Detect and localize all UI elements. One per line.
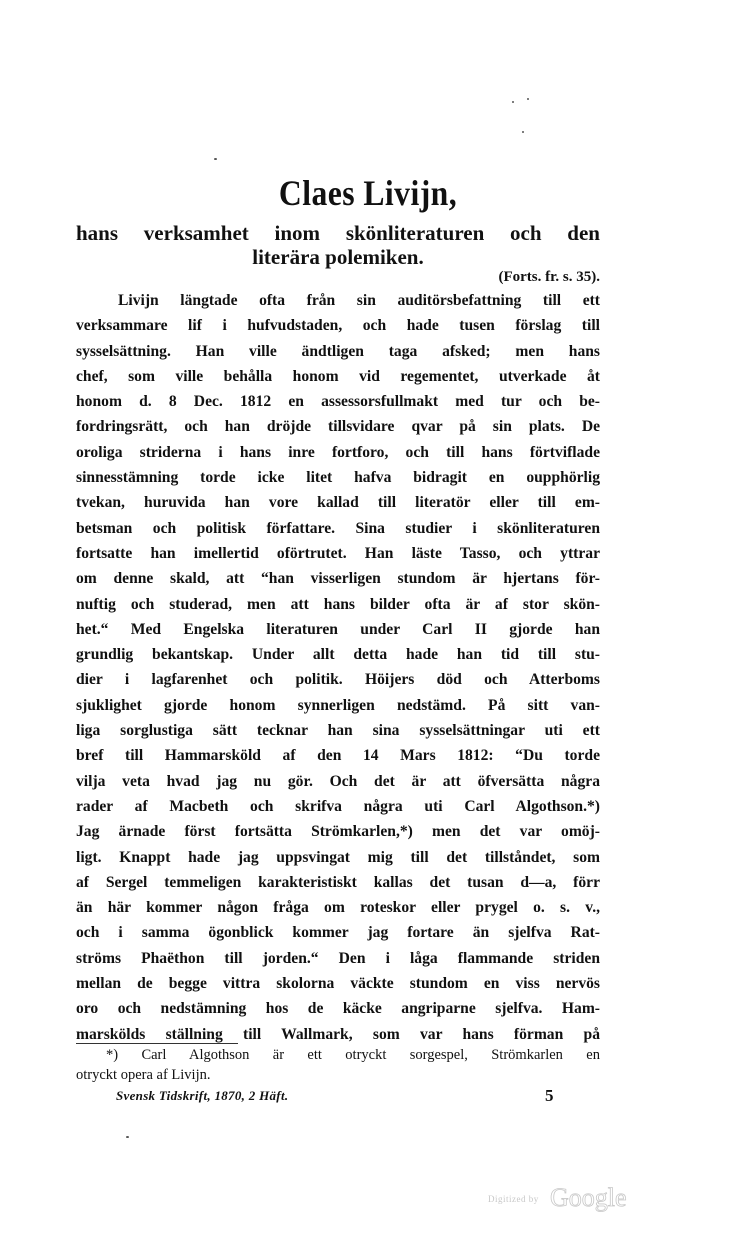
svg-text:Google: Google — [550, 1183, 627, 1212]
body-line: vilja veta hvad jag nu gör. Och det är att öfversätta några — [76, 772, 600, 790]
body-line: honom d. 8 Dec. 1812 en assessorsfullmakt med tur och be- — [76, 393, 600, 411]
body-line: af Sergel temmeligen karakteristiskt kallas det tusan d—a, förr — [76, 873, 600, 891]
body-line: chef, som ville behålla honom vid regementet, utverkade åt — [76, 367, 600, 385]
svg-text:Digitized by: Digitized by — [488, 1194, 539, 1204]
footnote-line-2: otryckt opera af Livijn. — [76, 1066, 211, 1083]
body-line: betsman och politisk författare. Sina studier i skönliteraturen — [76, 519, 600, 537]
body-line: än här kommer någon fråga om roteskor eller prygel o. s. v., — [76, 899, 600, 917]
body-line: Livijn längtade ofta från sin auditörsbefattning till ett — [118, 292, 600, 309]
body-line: fortsatte han imellertid oförtrutet. Han läste Tasso, och yttrar — [76, 544, 600, 562]
footnote — [76, 1046, 600, 1085]
scan-speck — [214, 158, 217, 160]
body-line: marskölds ställning till Wallmark, som var hans förman på — [76, 1025, 600, 1043]
body-line: verksammare lif i hufvudstaden, och hade tusen förslag till — [76, 317, 600, 335]
body-line: dier i lagfarenhet och politik. Höijers död och Atterboms — [76, 671, 600, 689]
body-line: het.“ Med Engelska literaturen under Carl II gjorde han — [76, 620, 600, 638]
footnote-line-1: *) Carl Algothson är ett otryckt sorgespel, Strömkarlen en — [106, 1047, 600, 1063]
journal-signature: Svensk Tidskrift, 1870, 2 Häft. — [116, 1088, 289, 1103]
body-line: och i samma ögonblick kommer jag fortare än sjelfva Rat- — [76, 924, 600, 942]
continued-note: (Forts. fr. s. 35). — [498, 269, 600, 285]
body-line: nuftig och studerad, men att hans bilder ofta är af stor skön- — [76, 595, 600, 613]
body-line: ströms Phaëthon till jorden.“ Den i låga flammande striden — [76, 949, 600, 967]
body-line: oro och nedstämning hos de käcke angriparne sjelfva. Ham- — [76, 1000, 600, 1018]
body-line: Jag ärnade först fortsätta Strömkarlen,*) men det var omöj- — [76, 823, 600, 841]
scan-speck — [522, 131, 524, 133]
body-line: sinnesstämning torde icke litet hafva bidragit en oupphörlig — [76, 469, 600, 487]
scan-speck — [512, 101, 514, 103]
body-line: grundlig bekantskap. Under allt detta hade han tid till stu- — [76, 646, 600, 664]
body-line: mellan de begge vittra skolorna väckte stundom en viss nervös — [76, 975, 600, 993]
article-subtitle-line-1: hans verksamhet inom skönliteraturen och den — [76, 221, 600, 245]
body-text — [76, 288, 600, 1047]
body-line: tvekan, huruvida han vore kallad till literatör eller till em- — [76, 494, 600, 512]
body-line: sysselsättning. Han ville ändtligen taga afsked; men hans — [76, 342, 600, 360]
body-line: oroliga striderna i hans inre fortforo, och till hans förtviflade — [76, 443, 600, 461]
scan-speck — [527, 98, 529, 100]
body-line: sjuklighet gjorde honom synnerligen nedstämd. På sitt van- — [76, 696, 600, 714]
sheet-number: 5 — [545, 1086, 554, 1105]
body-line: om denne skald, att “han visserligen stundom är hjertans för- — [76, 570, 600, 588]
body-line: rader af Macbeth och skrifva några uti Carl Algothson.*) — [76, 797, 600, 815]
body-line: liga sorglustiga sätt tecknar han sina sysselsättningar uti ett — [76, 722, 600, 740]
scan-speck — [126, 1136, 129, 1138]
article-subtitle-line-2: literära polemiken. — [252, 245, 424, 269]
body-line: bref till Hammarsköld af den 14 Mars 1812: “Du torde — [76, 747, 600, 765]
digitized-by-google-watermark — [488, 1178, 638, 1218]
footnote-rule — [76, 1043, 238, 1044]
article-title: Claes Livijn, — [278, 173, 458, 213]
body-line: ligt. Knappt hade jag uppsvingat mig till det tillståndet, som — [76, 848, 600, 866]
body-line: fordringsrätt, och han dröjde tillsvidare qvar på sin plats. De — [76, 418, 600, 436]
